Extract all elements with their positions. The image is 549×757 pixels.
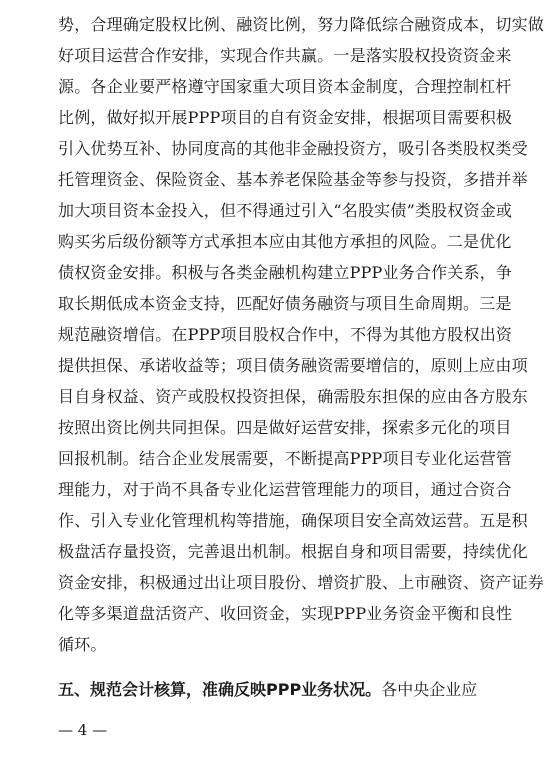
text-line: 提供担保、承诺收益等；项目债务融资需要增信的，原则上应由项 <box>58 356 528 375</box>
section-heading-continuation: 各中央企业应 <box>381 680 478 699</box>
text-line: 理能力，对于尚不具备专业化运营管理能力的项目，通过合资合 <box>58 480 512 499</box>
text-line: 加大项目资本金投入，但不得通过引入“名股实债”类股权资金或 <box>58 201 513 220</box>
text-line: 取长期低成本资金支持，匹配好债务融资与项目生命周期。三是 <box>58 294 512 313</box>
text-line: 购买劣后级份额等方式承担本应由其他方承担的风险。二是优化 <box>58 232 512 251</box>
text-line: 托管理资金、保险资金、基本养老保险基金等参与投资，多措并举 <box>58 170 528 189</box>
section-heading-line <box>58 679 518 701</box>
text-line: 引入优势互补、协同度高的其他非金融投资方，吸引各类股权类受 <box>58 139 528 158</box>
text-line: 债权资金安排。积极与各类金融机构建立PPP业务合作关系，争 <box>58 263 513 282</box>
text-line: 好项目运营合作安排，实现合作共赢。一是落实股权投资资金来 <box>58 46 512 65</box>
text-line: 回报机制。结合企业发展需要，不断提高PPP项目专业化运营管 <box>58 449 513 468</box>
text-line: 作、引入专业化管理机构等措施，确保项目安全高效运营。五是积 <box>58 511 528 530</box>
text-line: 势，合理确定股权比例、融资比例，努力降低综合融资成本，切实做 <box>58 15 545 34</box>
text-line: 按照出资比例共同担保。四是做好运营安排，探索多元化的项目 <box>58 418 512 437</box>
text-line: 资金安排，积极通过出让项目股份、增资扩股、上市融资、资产证券 <box>58 573 545 592</box>
text-line: 目自身权益、资产或股权投资担保，确需股东担保的应由各方股东 <box>58 387 528 406</box>
text-line: 源。各企业要严格遵守国家重大项目资本金制度，合理控制杠杆 <box>58 77 512 96</box>
page-number: — 4 — <box>58 721 108 739</box>
text-line: 极盘活存量投资，完善退出机制。根据自身和项目需要，持续优化 <box>58 542 528 561</box>
section-heading: 五、规范会计核算，准确反映PPP业务状况。 <box>58 680 382 699</box>
text-line: 循环。 <box>58 635 107 654</box>
text-line: 化等多渠道盘活资产、收回资金，实现PPP业务资金平衡和良性 <box>58 604 513 623</box>
text-line: 比例，做好拟开展PPP项目的自有资金安排，根据项目需要积极 <box>58 108 513 127</box>
text-line: 规范融资增信。在PPP项目股权合作中，不得为其他方股权出资 <box>58 325 513 344</box>
